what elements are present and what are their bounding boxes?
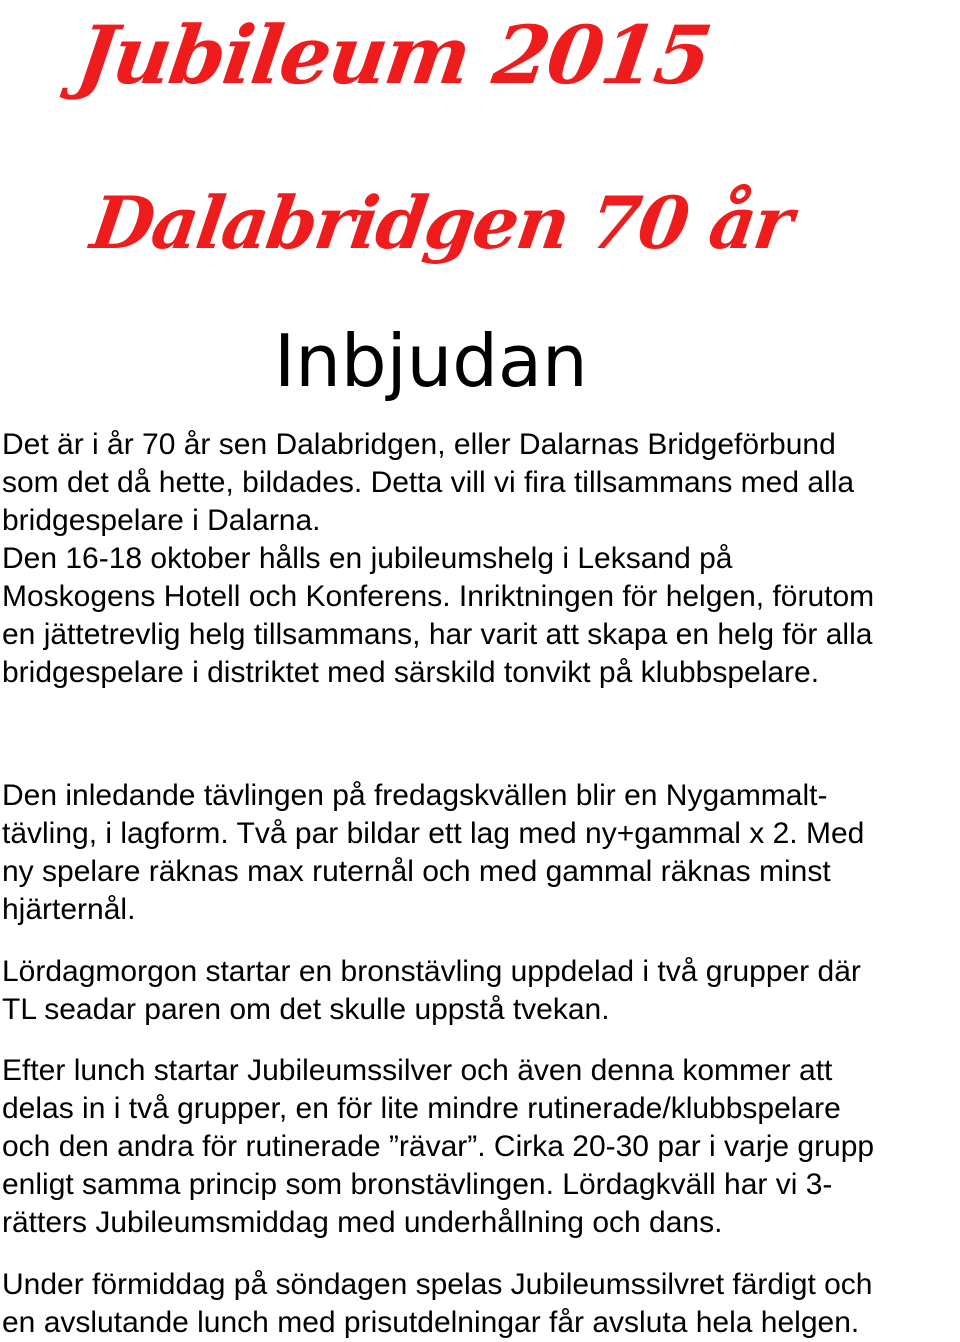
text-line: TL seadar paren om det skulle uppstå tvekan. <box>2 993 610 1026</box>
text-line: och den andra för rutinerade ”rävar”. Cirka 20-30 par i varje grupp <box>2 1130 875 1163</box>
text-line: Den inledande tävlingen på fredagskvällen blir en Nygammalt- <box>2 779 828 812</box>
text-line: Under förmiddag på söndagen spelas Jubileumssilvret färdigt och <box>2 1268 873 1301</box>
text-line: bridgespelare i distriktet med särskild tonvikt på klubbspelare. <box>2 656 820 689</box>
text-line: enligt samma princip som bronstävlingen. Lördagkväll har vi 3- <box>2 1168 833 1201</box>
anniversary-subtitle: Dalabridgen 70 år <box>86 180 797 265</box>
text-line: hjärternål. <box>2 893 136 926</box>
text-line: Den 16-18 oktober hålls en jubileumshelg i Leksand på <box>2 542 733 575</box>
text-line: Moskogens Hotell och Konferens. Inriktningen för helgen, förutom <box>2 580 875 613</box>
jubilee-title: Jubileum 2015 <box>71 8 716 102</box>
text-line: som det då hette, bildades. Detta vill vi fira tillsammans med alla <box>2 466 855 499</box>
text-line: Lördagmorgon startar en bronstävling uppdelad i två grupper där <box>2 955 861 988</box>
text-line: tävling, i lagform. Två par bildar ett lag med ny+gammal x 2. Med <box>2 817 865 850</box>
page-heading: Inbjudan <box>274 319 588 403</box>
paragraph-friday <box>2 777 960 929</box>
paragraph-saturday-afternoon <box>2 1052 960 1242</box>
text-line: en jättetrevlig helg tillsammans, har varit att skapa en helg för alla <box>2 618 873 651</box>
text-line: Det är i år 70 år sen Dalabridgen, eller Dalarnas Bridgeförbund <box>2 428 836 461</box>
text-line: en avslutande lunch med prisutdelningar får avsluta hela helgen. <box>2 1306 860 1339</box>
paragraph-sunday <box>2 1266 960 1342</box>
text-line: rätters Jubileumsmiddag med underhållning och dans. <box>2 1206 723 1239</box>
text-line: ny spelare räknas max ruternål och med gammal räknas minst <box>2 855 831 888</box>
text-line: bridgespelare i Dalarna. <box>2 504 321 537</box>
paragraph-intro <box>2 426 960 692</box>
paragraph-saturday-morning <box>2 953 960 1029</box>
text-line: Efter lunch startar Jubileumssilver och även denna kommer att <box>2 1054 833 1087</box>
text-line: delas in i två grupper, en för lite mindre rutinerade/klubbspelare <box>2 1092 841 1125</box>
